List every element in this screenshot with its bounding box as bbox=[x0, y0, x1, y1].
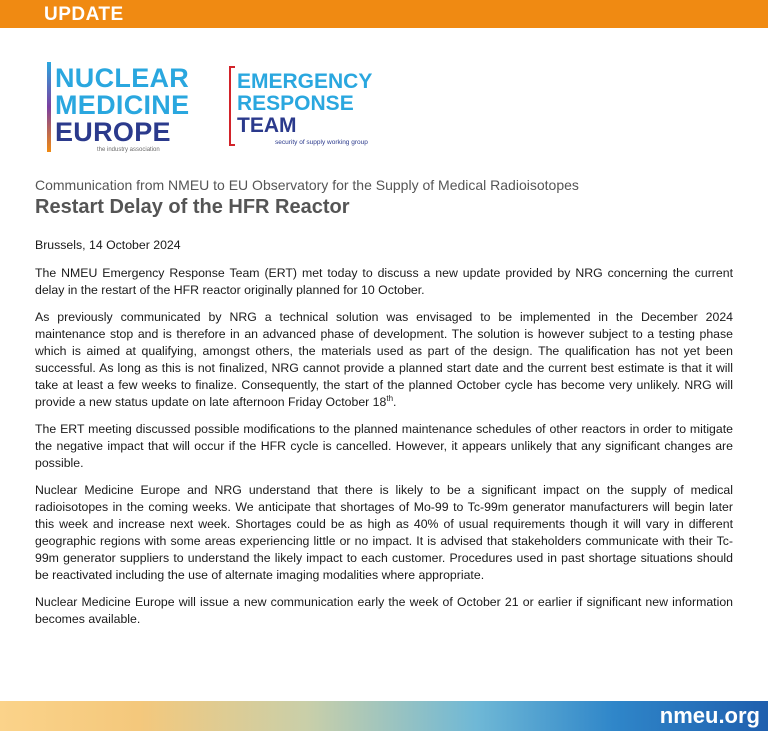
nmeu-logo bbox=[47, 60, 207, 156]
ert-logo-line2: RESPONSE bbox=[237, 92, 354, 115]
ert-logo-line1: EMERGENCY bbox=[237, 70, 373, 93]
nmeu-logo-line1: NUCLEAR bbox=[55, 63, 190, 93]
nmeu-logo-bar bbox=[47, 62, 51, 152]
nmeu-logo-tagline: the industry association bbox=[97, 147, 160, 153]
nmeu-logo-line2: MEDICINE bbox=[55, 90, 190, 120]
paragraph-4: Nuclear Medicine Europe and NRG understand that there is likely to be a significant impact on the supply of medical radioisotopes in the coming weeks. We anticipate that shortages of Mo-99 to Tc-99m generator manufacturers will begin later this week and increase next week. Shortages could be as high as 40% of usual requirements though it will vary in different geographic regions with some areas experiencing little or no impact. It is advised that stakeholders communicate with their Tc-99m generator suppliers to understand the likely impact to each customer. Procedures used in past shortage situations should be reactivated including the use of alternate imaging modalities where appropriate. bbox=[35, 483, 733, 582]
paragraph-2 bbox=[35, 309, 733, 411]
footer-url: nmeu.org bbox=[659, 703, 760, 728]
footer-bar bbox=[0, 701, 768, 731]
dateline: Brussels, 14 October 2024 bbox=[35, 238, 181, 252]
paragraph-2-superscript: th bbox=[386, 393, 394, 403]
paragraph-5: Nuclear Medicine Europe will issue a new communication early the week of October 21 or earlier if significant new information becomes available. bbox=[35, 595, 733, 626]
document-title: Restart Delay of the HFR Reactor bbox=[35, 196, 350, 218]
paragraph-2-end: . bbox=[393, 395, 397, 409]
communication-line: Communication from NMEU to EU Observatory for the Supply of Medical Radioisotopes bbox=[35, 177, 579, 193]
ert-logo bbox=[229, 66, 404, 150]
ert-logo-bracket bbox=[229, 66, 235, 146]
ert-logo-line3: TEAM bbox=[237, 114, 297, 137]
document-body bbox=[35, 237, 733, 638]
paragraph-1: The NMEU Emergency Response Team (ERT) met today to discuss a new update provided by NRG concerning the current delay in the restart of the HFR reactor originally planned for 10 October. bbox=[35, 266, 733, 297]
ert-logo-tagline: security of supply working group bbox=[275, 139, 368, 146]
paragraph-2-text: As previously communicated by NRG a technical solution was envisaged to be implemented in the December 2024 maintenance stop and is therefore in an advanced phase of development. The solution is however subject to a testing phase which is aimed at qualifying, amongst others, the materials used as part of the design. The qualification has not yet been successful. As long as this is not finalized, NRG cannot provide a planned start date and the current best estimate is that it will take at least a few weeks to finalize. Consequently, the start of the planned October cycle has become very unlikely. NRG will provide a new status update on late afternoon Friday October 18 bbox=[35, 310, 733, 409]
update-tag: UPDATE bbox=[44, 4, 124, 25]
update-banner bbox=[0, 0, 768, 28]
paragraph-3: The ERT meeting discussed possible modifications to the planned maintenance schedules of other reactors in order to mitigate the negative impact that will occur if the HFR cycle is cancelled. However, it appears unlikely that any significant changes are possible. bbox=[35, 422, 733, 470]
nmeu-logo-line3: EUROPE bbox=[55, 117, 171, 147]
